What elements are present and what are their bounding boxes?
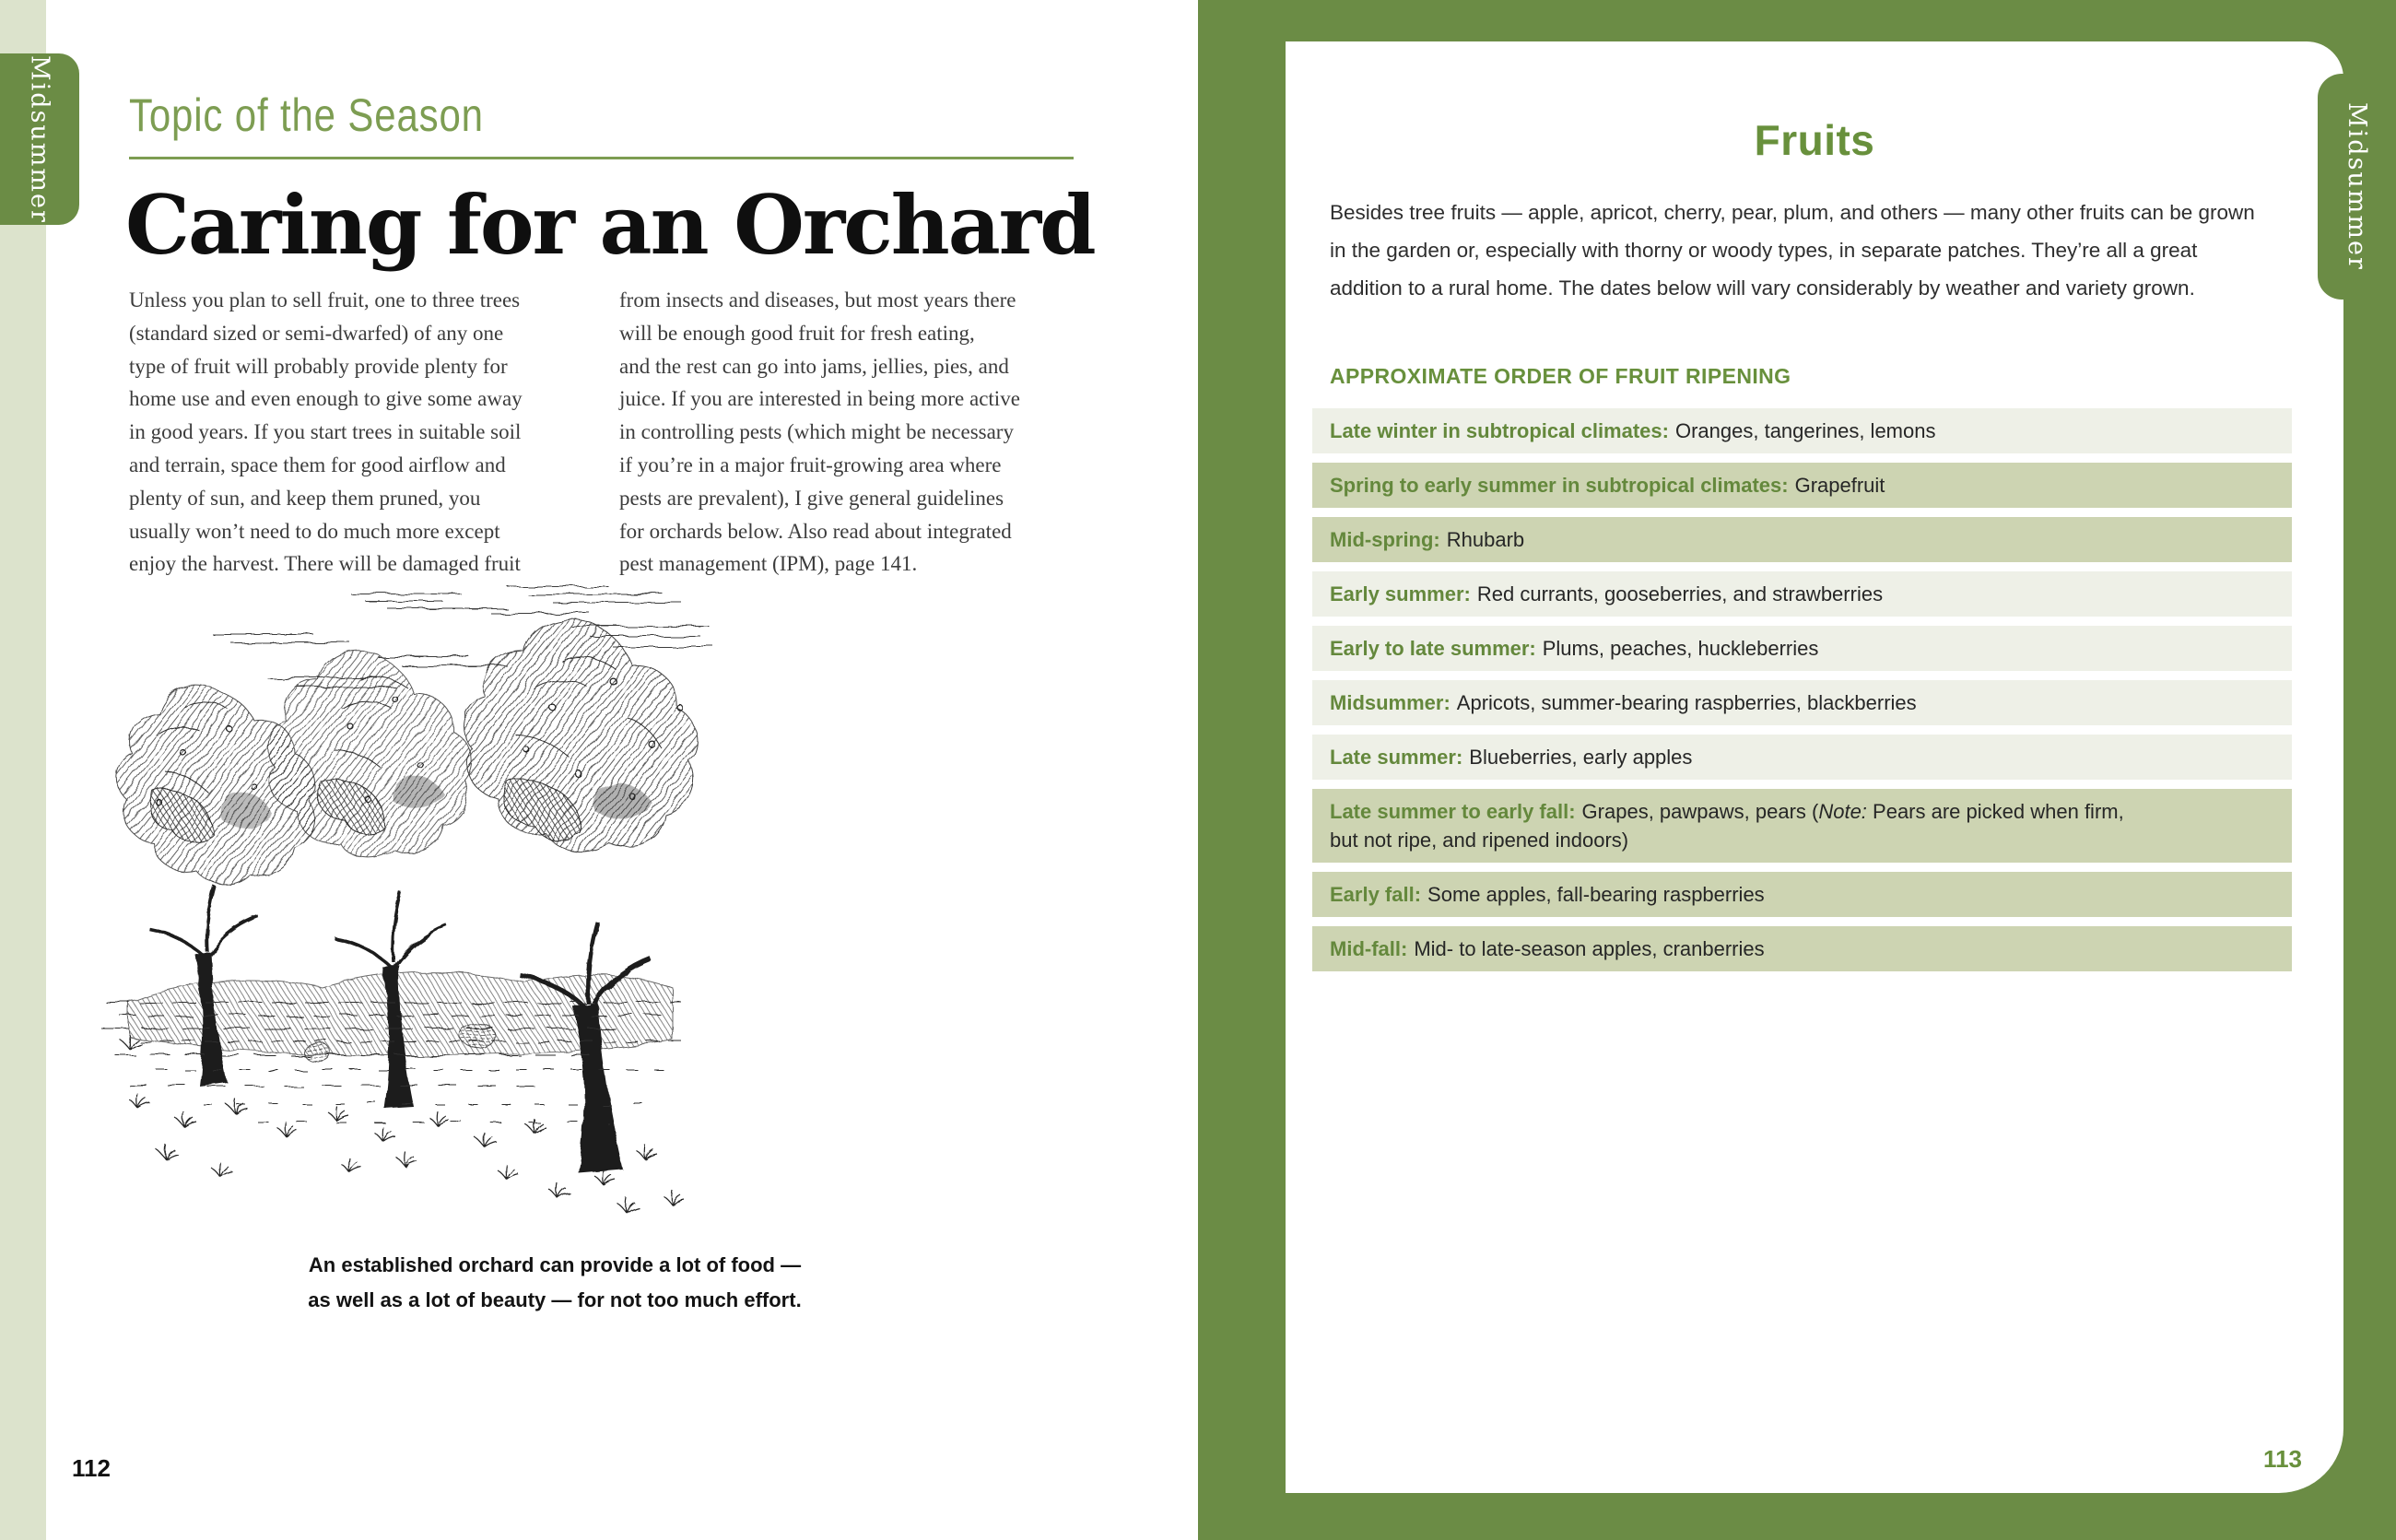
ripening-row-label: Midsummer: [1330,691,1451,714]
ripening-row [1312,571,2292,617]
ripening-row-value: Apricots, summer-bearing raspberries, blackberries [1456,691,1917,714]
ripening-row [1312,680,2292,725]
ripening-row-value: Red currants, gooseberries, and strawberries [1476,582,1884,605]
body-column-2 [619,284,1085,581]
caption-line-1: An established orchard can provide a lot of food — [308,1253,802,1276]
orchard-illustration-svg [74,570,714,1219]
ripening-row-label: Late winter in subtropical climates: [1330,419,1669,442]
ripening-row-value: Grapefruit [1794,474,1885,497]
ripening-list-heading: APPROXIMATE ORDER OF FRUIT RIPENING [1330,364,1791,388]
ripening-row [1312,517,2292,562]
body-line: pests are prevalent), I give general guidelines [619,486,1004,510]
ripening-row-value: Grapes, pawpaws, pears (Note: Pears are picked when firm, but not ripe, and ripened indoors) [1330,800,2124,852]
ripening-row-value: Blueberries, early apples [1469,746,1693,769]
ripening-row [1312,789,2292,863]
body-line: juice. If you are interested in being more active [619,387,1020,411]
ripening-row-label: Mid-fall: [1330,937,1408,960]
ripening-row-value: Mid- to late-season apples, cranberries [1414,937,1765,960]
body-line: and the rest can go into jams, jellies, pies, and [619,354,1009,378]
body-line: will be enough good fruit for fresh eating, [619,321,975,345]
illustration-caption [221,1248,888,1318]
page-title: Caring for an Orchard [125,177,1095,273]
ripening-row-value: Oranges, tangerines, lemons [1674,419,1936,442]
orchard-illustration [74,570,714,1219]
ripening-row [1312,463,2292,508]
body-line: in controlling pests (which might be necessary [619,420,1014,444]
body-line: in good years. If you start trees in suitable soil [129,420,522,444]
tree-canopy-right [464,619,698,852]
page-number-right: 113 [2263,1445,2302,1473]
content-card [1286,41,2343,1493]
ripening-row-label: Mid-spring: [1330,528,1440,551]
body-line: Unless you plan to sell fruit, one to three trees [129,288,521,312]
ripening-row-value: Rhubarb [1446,528,1525,551]
ripening-row-label: Early summer: [1330,582,1471,605]
body-line: plenty of sun, and keep them pruned, you [129,486,481,510]
body-line: if you’re in a major fruit-growing area where [619,453,1002,476]
ripening-row [1312,735,2292,780]
season-tab-left [0,53,79,225]
kicker-underline [129,157,1074,159]
body-line: for orchards below. Also read about integrated [619,519,1012,543]
ripening-row-value: Some apples, fall-bearing raspberries [1427,883,1765,906]
body-line: pest management (IPM), page 141. [619,552,918,576]
intro-paragraph: Besides tree fruits — apple, apricot, cherry, pear, plum, and others — many other fruits can be grown in the garden or, especially with thorny or woody types, in separate patches. They’re all a great addition to a rural home. The dates below will vary considerably by weather and variety grown. [1330,201,2255,300]
right-page [1198,0,2396,1540]
body-column-1 [129,284,594,581]
ripening-row-label: Spring to early summer in subtropical climates: [1330,474,1789,497]
ripening-row [1312,926,2292,971]
left-edge-strip [0,0,46,1540]
ripening-list [1312,408,2292,981]
body-line: home use and even enough to give some away [129,387,523,411]
body-line: usually won’t need to do much more except [129,519,500,543]
season-tab-right-label: Midsummer [2343,102,2371,271]
ripening-row [1312,408,2292,453]
ripening-row-label: Late summer to early fall: [1330,800,1576,823]
ripening-row [1312,626,2292,671]
ripening-row-value: Plums, peaches, huckleberries [1542,637,1819,660]
body-line: type of fruit will probably provide plenty for [129,354,508,378]
kicker-heading: Topic of the Season [129,89,484,141]
ripening-row-label: Early fall: [1330,883,1422,906]
body-line: enjoy the harvest. There will be damaged fruit [129,552,521,576]
body-line: from insects and diseases, but most years there [619,288,1016,312]
season-tab-right [2318,74,2396,300]
fruits-title: Fruits [1754,116,1875,164]
ripening-row-label: Early to late summer: [1330,637,1536,660]
ripening-row [1312,872,2292,917]
ripening-row-label: Late summer: [1330,746,1463,769]
body-line: and terrain, space them for good airflow and [129,453,506,476]
page-number-left: 112 [72,1454,111,1482]
body-line: (standard sized or semi-dwarfed) of any one [129,321,504,345]
caption-line-2: as well as a lot of beauty — for not too much effort. [308,1288,802,1311]
season-tab-left-label: Midsummer [25,54,54,224]
